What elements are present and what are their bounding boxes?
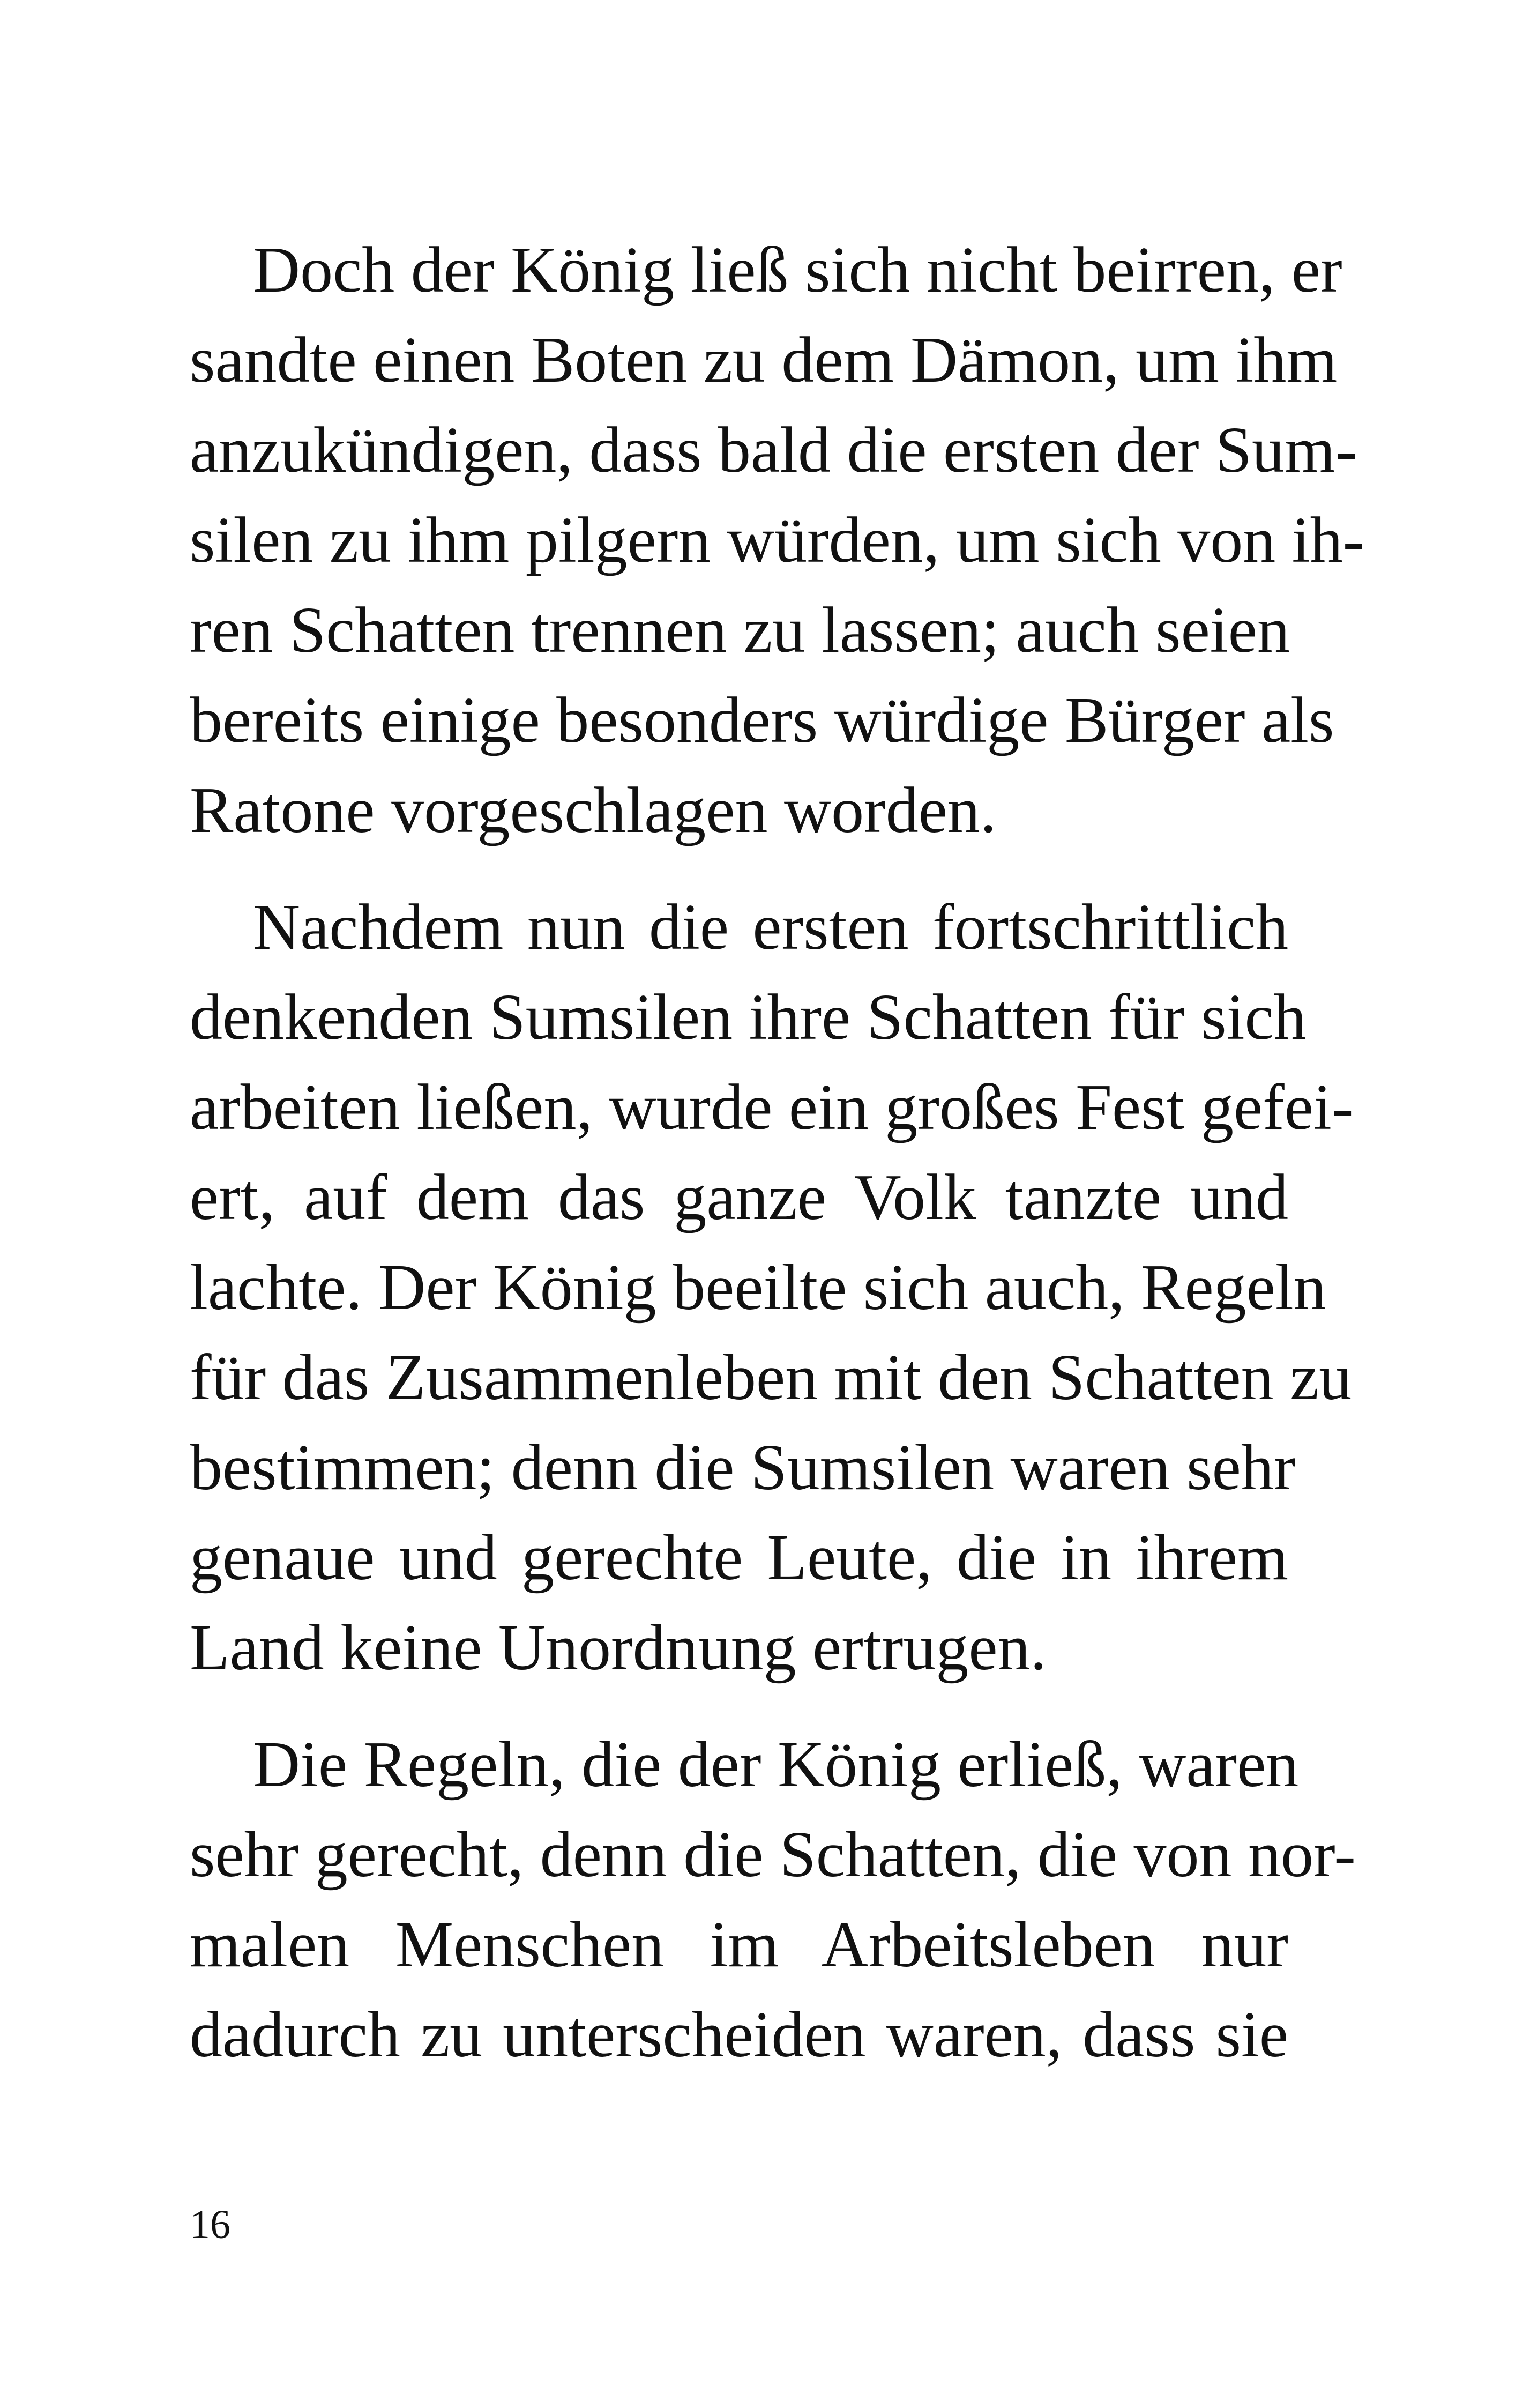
paragraph-spacer [190, 1693, 1288, 1720]
text-line: für das Zusammenleben mit den Schatten zu [190, 1341, 1352, 1414]
text-line: Die Regeln, die der König erließ, waren [253, 1728, 1299, 1801]
body-text [190, 225, 1365, 2080]
text-line: bestimmen; denn die Sumsilen waren sehr [190, 1431, 1296, 1504]
text-line: arbeiten ließen, wurde ein großes Fest gefei- [190, 1071, 1354, 1143]
text-line: genaue und gerechte Leute, die in ihrem [190, 1521, 1288, 1594]
paragraph-spacer [190, 856, 1288, 882]
page-number: 16 [190, 2202, 230, 2247]
text-line: ert, auf dem das ganze Volk tanzte und [190, 1161, 1288, 1233]
paragraph [190, 882, 1354, 1693]
paragraph [190, 225, 1365, 856]
text-line: Doch der König ließ sich nicht beirren, er [253, 234, 1342, 306]
text-line: Land keine Unordnung ertrugen. [190, 1611, 1047, 1684]
text-line: sandte einen Boten zu dem Dämon, um ihm [190, 324, 1338, 396]
paragraph [190, 1720, 1356, 2080]
text-line: malen Menschen im Arbeitsleben nur [190, 1908, 1288, 1981]
text-line: lachte. Der König beeilte sich auch, Regeln [190, 1251, 1326, 1324]
text-line: Nachdem nun die ersten fortschrittlich [253, 891, 1288, 963]
text-line: silen zu ihm pilgern würden, um sich von ih- [190, 504, 1365, 576]
text-line: dadurch zu unterscheiden waren, dass sie [190, 1998, 1288, 2071]
text-line: bereits einige besonders würdige Bürger als [190, 684, 1334, 756]
text-line: denkenden Sumsilen ihre Schatten für sich [190, 981, 1307, 1053]
text-line: sehr gerecht, denn die Schatten, die von nor- [190, 1818, 1356, 1891]
text-line: Ratone vorgeschlagen worden. [190, 774, 997, 846]
text-line: ren Schatten trennen zu lassen; auch seien [190, 594, 1290, 666]
text-line: anzukündigen, dass bald die ersten der Sum- [190, 414, 1357, 486]
